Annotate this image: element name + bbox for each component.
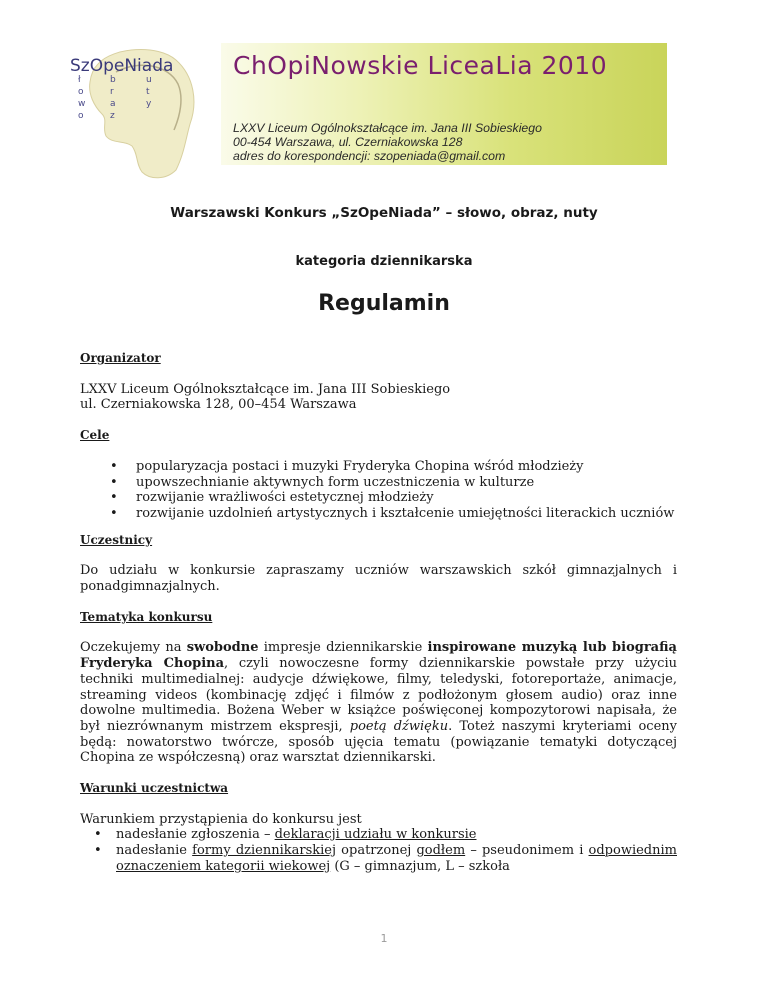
theme-heading: Tematyka konkursu: [80, 609, 213, 624]
banner-contact: [233, 121, 542, 163]
svg-text:y: y: [146, 99, 152, 109]
svg-text:a: a: [110, 99, 116, 109]
condition-text: nadesłanie zgłoszenia –: [116, 827, 275, 843]
organizer-block: [80, 382, 677, 413]
theme-emphasis: inspirowane muzyką lub biografią Fryderyka Chopina: [80, 640, 677, 672]
condition-underlined: formy dziennikarskiej: [192, 843, 337, 859]
category-title: kategoria dziennikarska: [295, 254, 473, 269]
goals-list: [80, 459, 677, 522]
banner-title: ChOpiNowskie LiceaLia 2010: [233, 51, 608, 80]
conditions-intro: Warunkiem przystąpienia do konkursu jest: [80, 811, 362, 827]
header-banner: [221, 43, 667, 165]
organizer-heading: Organizator: [80, 351, 161, 365]
organizer-line-2: ul. Czerniakowska 128, 00–454 Warszawa: [80, 397, 357, 413]
list-item: [94, 827, 677, 843]
conditions-heading: Warunki uczestnictwa: [80, 781, 229, 796]
svg-text:o: o: [78, 111, 84, 121]
condition-underlined: odpowiednim oznaczeniem kategorii wiekowej: [116, 843, 677, 874]
svg-text:ł: ł: [78, 75, 81, 85]
participants-heading: Uczestnicy: [80, 532, 153, 547]
svg-text:u: u: [146, 75, 152, 85]
svg-text:w: w: [78, 99, 86, 109]
theme-emphasis: swobodne: [186, 640, 259, 656]
email-line: adres do korespondencji: szopeniada@gmail.com: [233, 149, 506, 163]
participants-text: Do udziału w konkursie zapraszamy uczniów warszawskich szkół gimnazjalnych i ponadgimnazjalnych.: [80, 563, 677, 595]
organizer-line-1: LXXV Liceum Ogólnokształcące im. Jana III Sobieskiego: [80, 381, 451, 397]
svg-text:t: t: [146, 87, 150, 97]
condition-text: (G – gimnazjum, L – szkoła: [330, 858, 510, 874]
svg-text:b: b: [110, 75, 116, 85]
goals-heading: Cele: [80, 428, 110, 443]
condition-text: – pseudonimem i: [465, 843, 589, 859]
school-line: LXXV Liceum Ogólnokształcące im. Jana III Sobieskiego: [233, 121, 542, 135]
conditions-list: [80, 827, 677, 874]
svg-text:z: z: [110, 111, 115, 121]
list-item: • upowszechnianie aktywnych form uczestniczenia w kulturze: [110, 475, 677, 491]
svg-text:o: o: [78, 87, 84, 97]
theme-text: . Toteż naszymi kryteriami oceny będą: nowatorstwo twórcze, sposób ujęcia tematu (powiązanie tematyki dotyczącej Chopina ze współczesną) oraz warsztat dziennikarski.: [80, 718, 677, 766]
condition-text: nadesłanie: [116, 843, 193, 859]
szopeniada-logo: [58, 42, 208, 182]
list-item: • rozwijanie uzdolnień artystycznych i kształcenie umiejętności literackich uczniów: [110, 506, 677, 522]
condition-underlined: deklaracji udziału w konkursie: [274, 827, 477, 843]
list-item: • popularyzacja postaci i muzyki Fryderyka Chopina wśród młodzieży: [110, 459, 677, 475]
theme-quote: poetą dźwięku: [349, 718, 449, 734]
document-title: Regulamin: [318, 291, 450, 316]
theme-text: , czyli nowoczesne formy dziennikarskie powstałe przy użyciu techniki multimedialnej: audycje dźwiękowe, filmy, teledyski, fotoreportaże, animacje, streaming videos (kombinację zdjęć i filmów z podłożonym głosem audio) oraz inne dowolne multimedia. Bożena Weber w książce poświęconej kompozytorowi napisała, że był niezrównanym mistrzem ekspresji,: [80, 656, 677, 734]
list-item: [94, 843, 677, 874]
logo-text: SzOpeNiada: [70, 56, 174, 76]
condition-underlined: godłem: [416, 843, 466, 859]
list-item: • rozwijanie wrażliwości estetycznej młodzieży: [110, 490, 677, 506]
theme-paragraph: [80, 640, 677, 766]
condition-text: opatrzonej: [336, 843, 417, 859]
theme-text: impresje dziennikarskie: [258, 640, 428, 656]
document-body: [80, 351, 677, 875]
svg-text:r: r: [110, 87, 114, 97]
theme-text: Oczekujemy na: [80, 640, 187, 656]
page-number: 1: [380, 932, 388, 945]
address-line: 00-454 Warszawa, ul. Czerniakowska 128: [233, 135, 463, 149]
contest-title: Warszawski Konkurs „SzOpeNiada” – słowo, obraz, nuty: [170, 205, 598, 221]
